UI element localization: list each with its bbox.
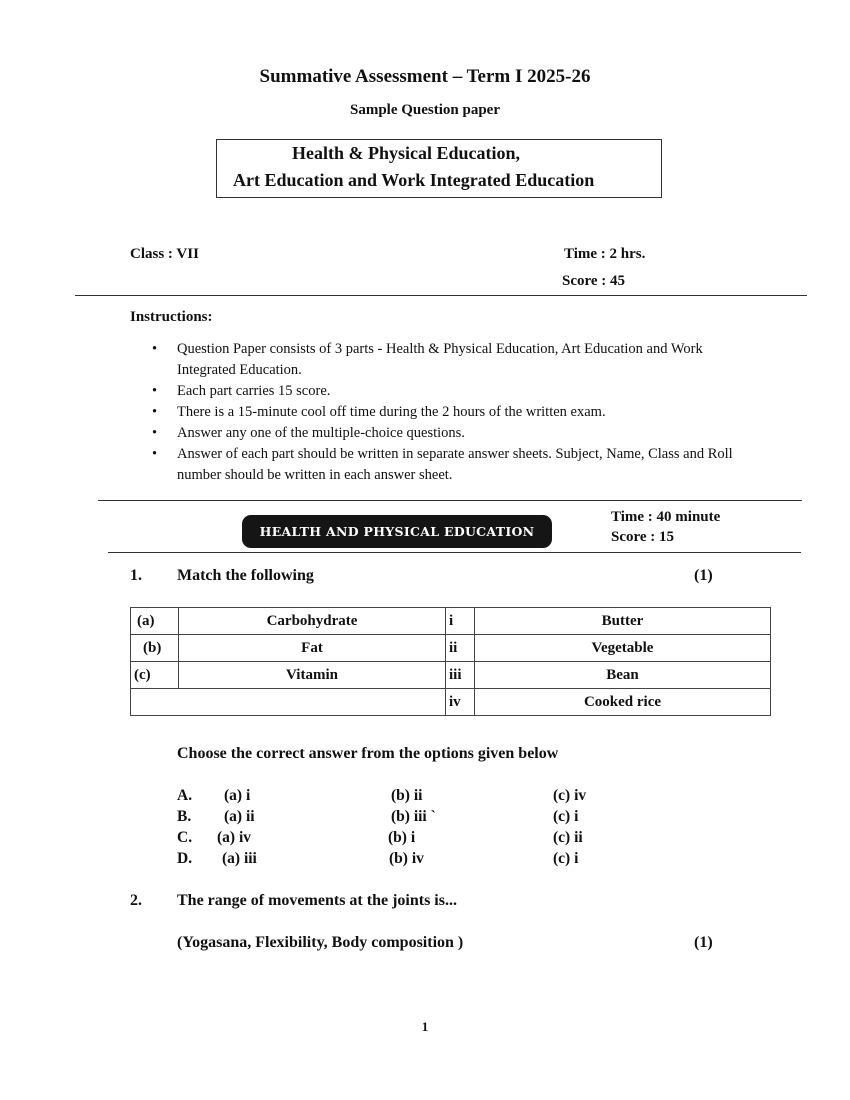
table-row [131, 608, 771, 635]
table-cell: Vegetable [475, 635, 771, 662]
instructions-list [150, 339, 740, 486]
section-score: Score : 15 [611, 529, 675, 545]
option-a: (a) iii [222, 850, 257, 867]
table-cell: iv [446, 689, 475, 716]
table-cell: ii [446, 635, 475, 662]
option-c: (c) ii [553, 829, 583, 846]
bullet-icon: • [152, 425, 158, 441]
class-label: Class : VII [130, 246, 199, 262]
option-a: (a) iv [217, 829, 252, 846]
question-1-prompt: Choose the correct answer from the options given below [177, 745, 559, 762]
table-cell: Bean [475, 662, 771, 689]
instruction-text: Answer of each part should be written in separate answer sheets. Subject, Name, Class and Roll number should be written in each answer sheet. [177, 446, 733, 483]
table-row [131, 635, 771, 662]
table-cell: i [446, 608, 475, 635]
score-label: Score : 45 [562, 273, 626, 289]
option-c: (c) i [553, 808, 579, 825]
table-cell: Cooked rice [475, 689, 771, 716]
table-cell: Vitamin [179, 662, 446, 689]
question-2-number: 2. [130, 892, 142, 909]
paper-subtitle: Sample Question paper [349, 102, 500, 118]
header-divider [75, 295, 807, 296]
option-label: A. [177, 787, 193, 804]
bullet-icon: • [152, 341, 158, 357]
bullet-icon: • [152, 383, 158, 399]
table-row [131, 689, 771, 716]
question-2-text: The range of movements at the joints is... [177, 892, 457, 909]
table-cell: Carbohydrate [179, 608, 446, 635]
table-cell: Butter [475, 608, 771, 635]
table-row [131, 662, 771, 689]
option-label: C. [177, 829, 193, 846]
table-cell: iii [446, 662, 475, 689]
page-number: 1 [421, 1019, 429, 1034]
table-cell: (a) [131, 608, 179, 635]
exam-title: Summative Assessment – Term I 2025-26 [259, 66, 591, 87]
option-b: (b) iii ` [391, 808, 436, 825]
option-b: (b) ii [391, 787, 423, 804]
table-cell [131, 689, 446, 716]
section-divider-top [98, 500, 802, 501]
option-label: D. [177, 850, 193, 867]
instruction-item [150, 381, 740, 402]
bullet-icon: • [152, 446, 158, 462]
instruction-item [150, 444, 740, 486]
time-label: Time : 2 hrs. [564, 246, 646, 262]
question-2-choices: (Yogasana, Flexibility, Body composition ) [177, 934, 464, 951]
bullet-icon: • [152, 404, 158, 420]
instruction-item [150, 339, 740, 381]
option-b: (b) iv [389, 850, 424, 867]
option-a: (a) i [224, 787, 251, 804]
instruction-text: Answer any one of the multiple-choice questions. [177, 425, 465, 441]
instruction-item [150, 402, 740, 423]
match-table [130, 607, 771, 716]
subject-line-1: Health & Physical Education, [292, 143, 521, 163]
instruction-text: There is a 15-minute cool off time during the 2 hours of the written exam. [177, 404, 606, 420]
section-title-badge: HEALTH AND PHYSICAL EDUCATION [242, 515, 552, 548]
question-1-number: 1. [130, 567, 142, 584]
instruction-text: Each part carries 15 score. [177, 383, 331, 399]
subject-line-2: Art Education and Work Integrated Education [233, 170, 595, 190]
table-cell: (c) [131, 662, 179, 689]
table-cell: Fat [179, 635, 446, 662]
table-cell: (b) [131, 635, 179, 662]
option-c: (c) iv [553, 787, 587, 804]
option-label: B. [177, 808, 192, 825]
section-divider-bottom [108, 552, 801, 553]
instructions-heading: Instructions: [130, 309, 213, 325]
question-1-marks: (1) [694, 567, 713, 584]
option-b: (b) i [388, 829, 416, 846]
instruction-item [150, 423, 740, 444]
option-c: (c) i [553, 850, 579, 867]
instruction-text: Question Paper consists of 3 parts - Health & Physical Education, Art Education and Work Integrated Education. [177, 341, 703, 378]
question-2-marks: (1) [694, 934, 713, 951]
option-a: (a) ii [224, 808, 255, 825]
section-time: Time : 40 minute [611, 509, 721, 525]
question-1-text: Match the following [177, 567, 314, 584]
subject-box [216, 139, 662, 198]
